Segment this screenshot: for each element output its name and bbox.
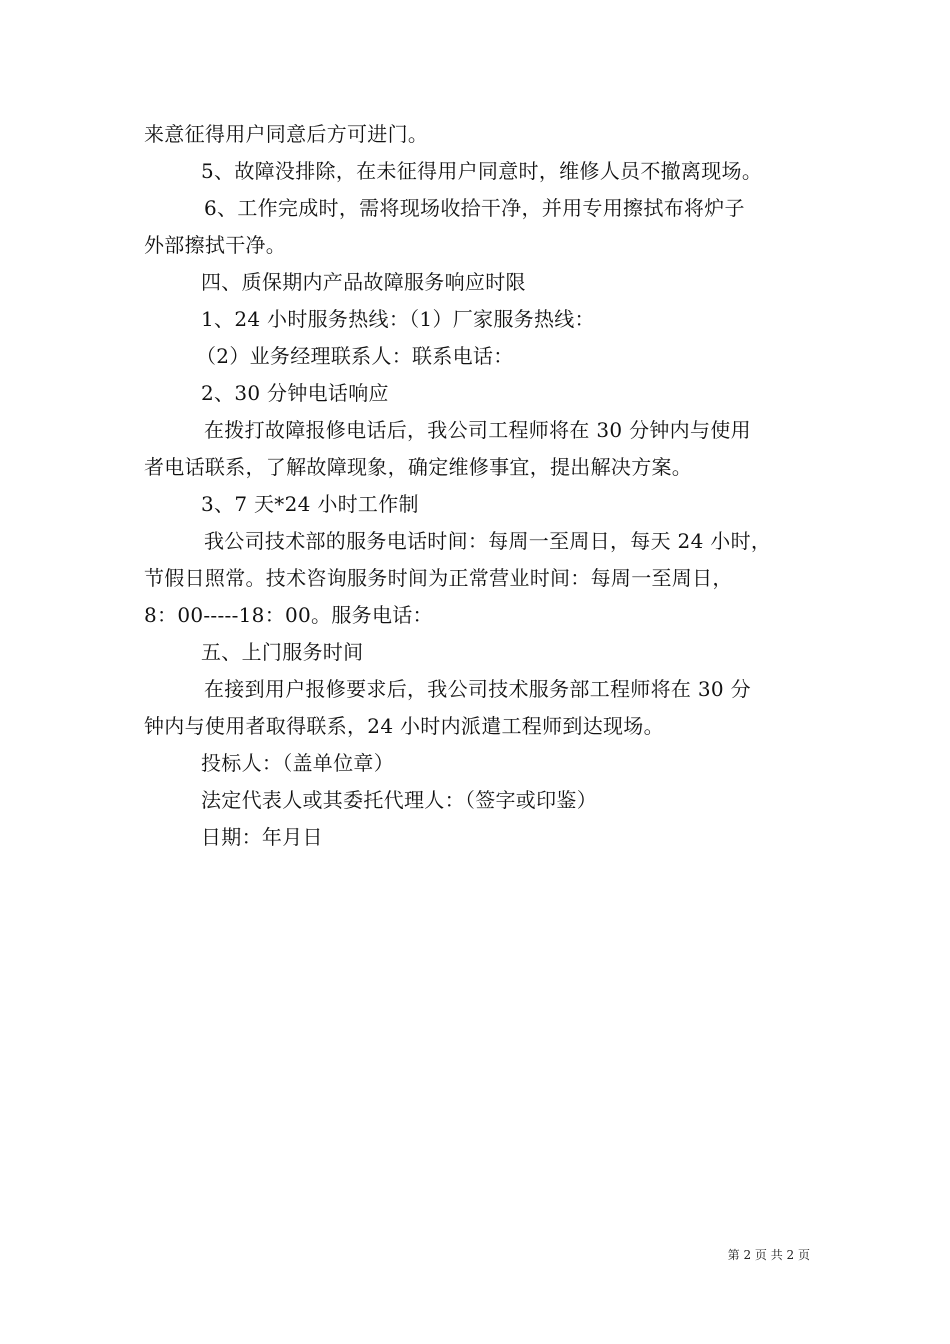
bidder-line: 投标人：（盖单位章） [201, 751, 394, 775]
text-line: 8：00-----18：00。服务电话： [144, 603, 433, 627]
text-line: 6、工作完成时，需将现场收拾干净，并用专用擦拭布将炉子 [204, 196, 745, 220]
text-line: 者电话联系，了解故障现象，确定维修事宜，提出解决方案。 [144, 455, 693, 479]
text-line: 3、7 天*24 小时工作制 [201, 492, 419, 516]
text-line: 在接到用户报修要求后，我公司技术服务部工程师将在 30 分 [204, 677, 751, 701]
text-line: 2、30 分钟电话响应 [201, 381, 389, 405]
date-line: 日期：年月日 [201, 825, 323, 849]
text-line: （2）业务经理联系人：联系电话： [196, 344, 514, 368]
representative-line: 法定代表人或其委托代理人：（签字或印鉴） [201, 788, 597, 812]
text-line: 外部擦拭干净。 [144, 233, 287, 257]
text-line: 在拨打故障报修电话后，我公司工程师将在 30 分钟内与使用 [204, 418, 751, 442]
text-line: 1、24 小时服务热线：（1）厂家服务热线： [201, 307, 595, 331]
section-heading: 四、质保期内产品故障服务响应时限 [201, 270, 526, 294]
text-line: 节假日照常。技术咨询服务时间为正常营业时间：每周一至周日， [144, 566, 733, 590]
text-line: 来意征得用户同意后方可进门。 [144, 122, 429, 146]
section-heading: 五、上门服务时间 [201, 640, 364, 664]
text-line: 我公司技术部的服务电话时间：每周一至周日，每天 24 小时， [204, 529, 772, 553]
page-number: 第 2 页 共 2 页 [727, 1248, 810, 1262]
text-line: 5、故障没排除，在未征得用户同意时，维修人员不撤离现场。 [201, 159, 763, 183]
text-line: 钟内与使用者取得联系，24 小时内派遣工程师到达现场。 [144, 714, 664, 738]
document-body [144, 116, 808, 856]
